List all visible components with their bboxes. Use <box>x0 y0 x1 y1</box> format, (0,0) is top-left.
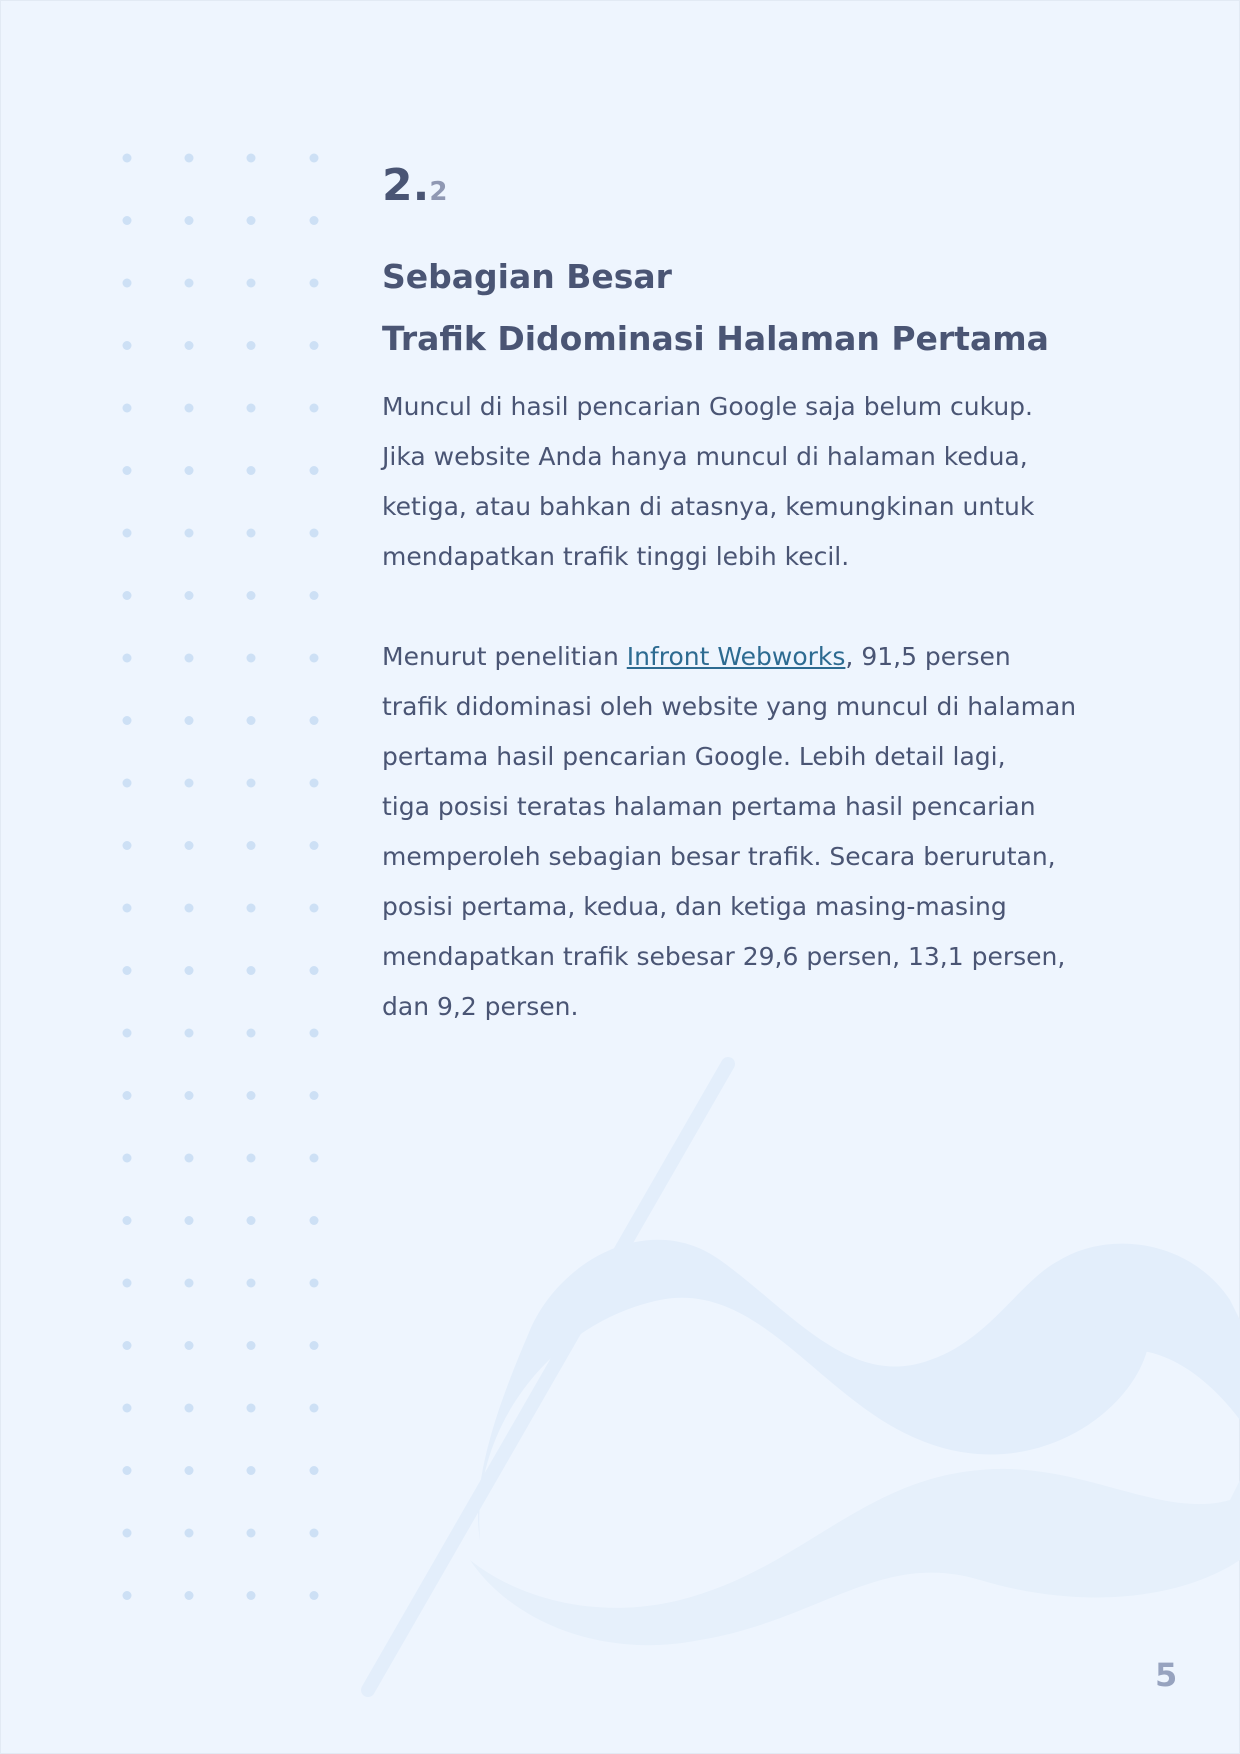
page-number: 5 <box>1155 1656 1178 1694</box>
paragraph-2-line: posisi pertama, kedua, dan ketiga masing-masing <box>382 892 1007 921</box>
section-number-major: 2 <box>382 160 413 211</box>
paragraph-1-line: Jika website Anda hanya muncul di halaman kedua, <box>382 442 1028 471</box>
paragraph-2-first-line <box>382 632 1076 682</box>
paragraph-2-line: pertama hasil pencarian Google. Lebih detail lagi, <box>382 742 1006 771</box>
paragraph-2-prefix: Menurut penelitian <box>382 642 627 671</box>
infront-webworks-link[interactable]: Infront Webworks <box>626 642 846 671</box>
paragraph-2-line: tiga posisi teratas halaman pertama hasil pencarian <box>382 792 1036 821</box>
paragraph-2-suffix: , 91,5 persen <box>845 642 1011 671</box>
paragraph-2 <box>382 632 1076 1032</box>
section-title-line-1: Sebagian Besar <box>382 257 672 296</box>
section-title <box>382 246 1049 370</box>
paragraph-2-line: memperoleh sebagian besar trafik. Secara berurutan, <box>382 842 1056 871</box>
paragraph-1 <box>382 382 1034 582</box>
paragraph-2-line: mendapatkan trafik sebesar 29,6 persen, 13,1 persen, <box>382 942 1066 971</box>
paragraph-1-line: ketiga, atau bahkan di atasnya, kemungkinan untuk <box>382 492 1035 521</box>
paragraph-1-line: Muncul di hasil pencarian Google saja belum cukup. <box>382 392 1033 421</box>
paragraph-2-line: dan 9,2 persen. <box>382 992 579 1021</box>
section-number <box>382 160 447 210</box>
section-number-minor: 2 <box>429 177 448 207</box>
paragraph-2-line: trafik didominasi oleh website yang muncul di halaman <box>382 692 1077 721</box>
section-number-separator: . <box>412 160 430 211</box>
paragraph-1-line: mendapatkan trafik tinggi lebih kecil. <box>382 542 850 571</box>
section-title-line-2: Trafik Didominasi Halaman Pertama <box>382 319 1049 358</box>
